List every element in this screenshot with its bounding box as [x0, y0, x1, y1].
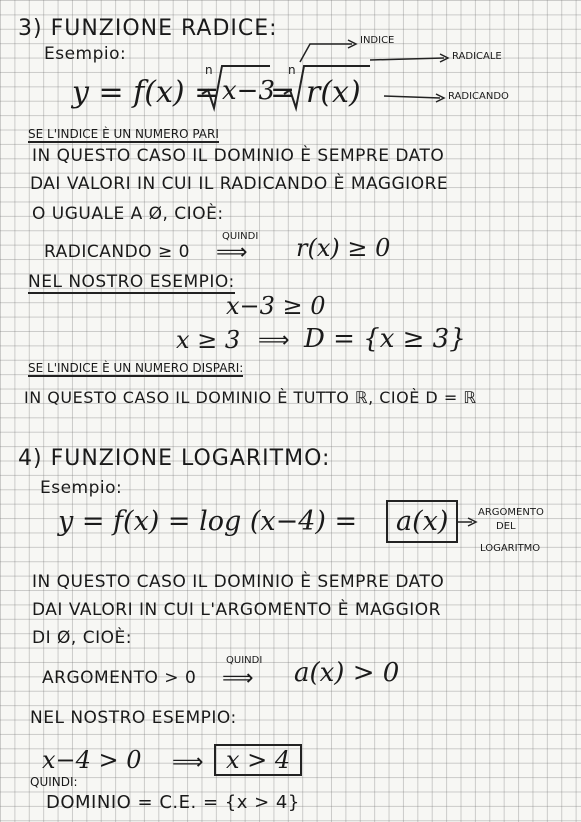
odd-text: IN QUESTO CASO IL DOMINIO È TUTTO ℝ, CIOÈ D = ℝ [24, 388, 477, 407]
implies-arrow-4: ⟹ [172, 750, 205, 775]
even-text-line-3: O UGUALE A Ø, CIOÈ: [32, 204, 224, 224]
our-example-label-4: NEL NOSTRO ESEMPIO: [30, 708, 237, 728]
log-text-line-3: DI Ø, CIOÈ: [32, 628, 132, 648]
step-x-minus-3: x−3 ≥ 0 [226, 292, 326, 320]
condition-radicando: RADICANDO ≥ 0 [44, 242, 190, 262]
quindi-label-3: QUINDI: [30, 775, 78, 789]
section4-formula-left: y = f(x) = log (x−4) = [58, 506, 358, 537]
label-radicale: RADICALE [452, 51, 502, 62]
radical-index-2: n [288, 63, 296, 77]
section3-rx: r(x) [306, 75, 361, 110]
radical-index-1: n [205, 63, 213, 77]
odd-index-heading: SE L'INDICE È UN NUMERO DISPARI: [28, 361, 244, 375]
section3-example-label: Esempio: [44, 44, 127, 64]
quindi-label-2: QUINDI [226, 655, 263, 666]
log-text-line-2: DAI VALORI IN CUI L'ARGOMENTO È MAGGIOR [32, 600, 441, 620]
implies-arrow-1: ⟹ [216, 240, 249, 265]
label-argomento: ARGOMENTO [478, 507, 544, 518]
even-text-line-1: IN QUESTO CASO IL DOMINIO È SEMPRE DATO [32, 146, 445, 166]
domain-section3: D = {x ≥ 3} [304, 324, 466, 354]
our-example-label-3: NEL NOSTRO ESEMPIO: [28, 272, 235, 292]
label-logaritmo: LOGARITMO [480, 543, 541, 554]
result-box-x-gt-4: x > 4 [214, 744, 302, 776]
implies-arrow-3: ⟹ [222, 666, 255, 691]
label-del: DEL [496, 521, 516, 532]
condition-rx: r(x) ≥ 0 [296, 234, 391, 262]
section3-title: 3) FUNZIONE RADICE: [18, 16, 278, 41]
even-text-line-2: DAI VALORI IN CUI IL RADICANDO È MAGGIORE [30, 174, 449, 194]
domain-section4: DOMINIO = C.E. = {x > 4} [46, 792, 300, 813]
even-index-heading: SE L'INDICE È UN NUMERO PARI [28, 127, 219, 141]
section3-radicand: x−3 [222, 76, 275, 106]
label-index: INDICE [360, 35, 395, 46]
condition-ax: a(x) > 0 [294, 658, 400, 688]
section3-equals: = [270, 75, 296, 110]
log-text-line-1: IN QUESTO CASO IL DOMINIO È SEMPRE DATO [32, 572, 445, 592]
step-x-ge-3: x ≥ 3 [176, 326, 241, 354]
section4-example-label: Esempio: [40, 478, 123, 498]
section4-title: 4) FUNZIONE LOGARITMO: [18, 446, 331, 471]
quindi-label-1: QUINDI [222, 231, 259, 242]
condition-argomento: ARGOMENTO > 0 [42, 668, 197, 688]
implies-arrow-2: ⟹ [258, 328, 291, 353]
section3-formula-left: y = f(x) = [72, 75, 220, 110]
step-x-minus-4: x−4 > 0 [42, 746, 142, 774]
label-radicando: RADICANDO [448, 91, 509, 102]
section4-formula-ax-box: a(x) [386, 500, 458, 543]
